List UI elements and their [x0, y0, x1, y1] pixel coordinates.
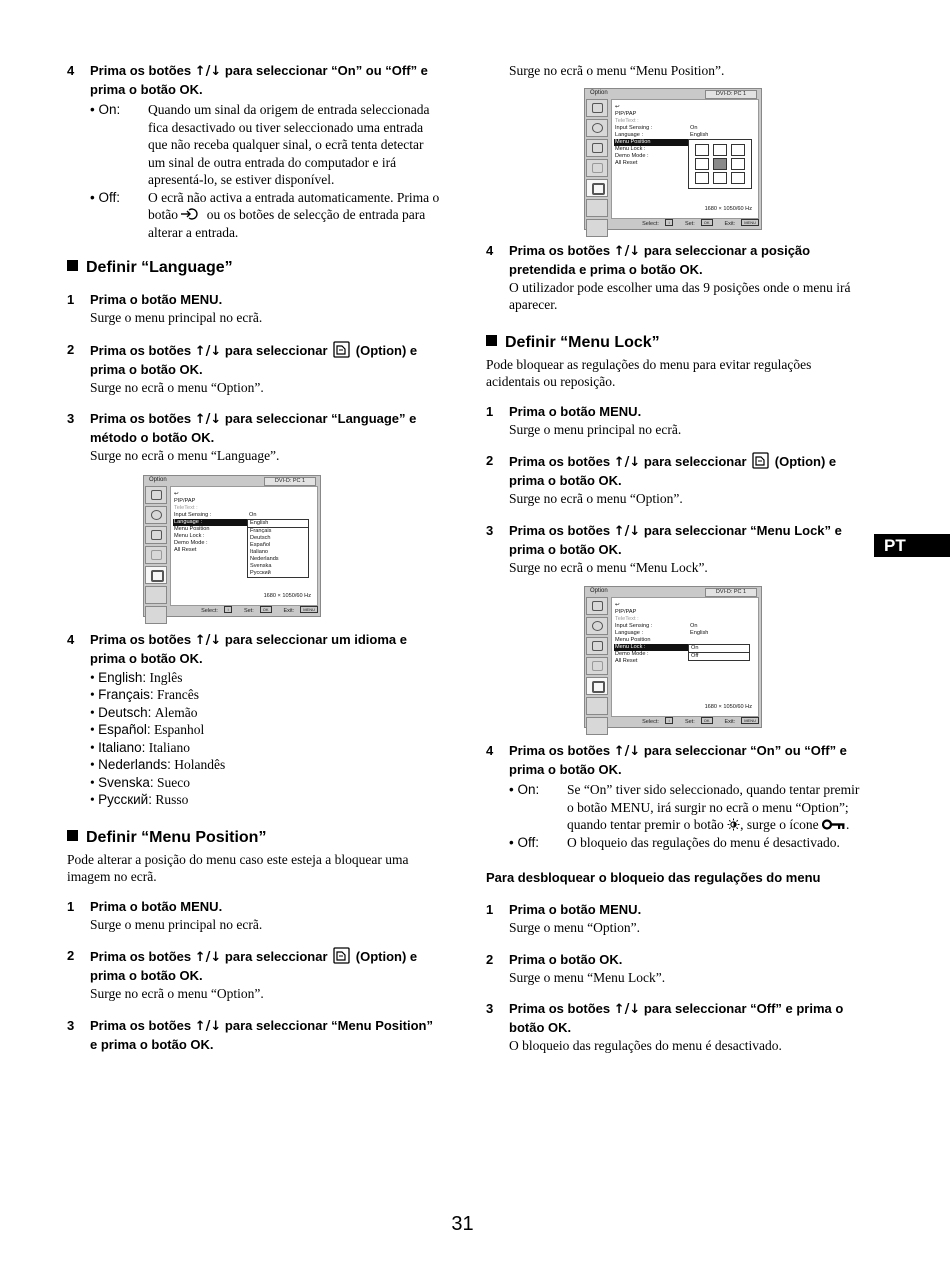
- up-down-arrows-icon: ↑/↓: [194, 343, 222, 359]
- step-heading: Prima o botão OK.: [509, 951, 623, 967]
- osd-item: PIP/PAP: [615, 110, 637, 117]
- menu-lock-step-4: 4 Prima os botões ↑/↓ para seleccionar “On” ou “Off” e prima o botão OK. • On: Se “On” tiver sido seleccionado, quando tentar premir o botão MENU, irá surgir no ecrã o menu “Option”; quando tentar premir o botão , surge o ícone . • Off: O bloqueio das regulações do menu é desactivado.: [486, 743, 860, 850]
- up-down-arrows-icon: ↑/↓: [194, 64, 222, 79]
- page-number: 31: [451, 1213, 474, 1235]
- osd-option-icon: [586, 179, 608, 197]
- term-off: Off:: [98, 189, 120, 205]
- osd-item: Menu Lock :: [615, 145, 646, 152]
- up-down-arrows-icon: ↑/↓: [194, 412, 222, 427]
- term-on: On:: [517, 782, 540, 797]
- step-number: 3: [486, 1001, 494, 1016]
- osd-back-icon: ↩: [174, 490, 179, 497]
- desc-on: Se “On” tiver sido seleccionado, quando tentar premir o botão MENU, irá surgir no ecrã o menu “Option”; quando tentar premir o botão , surge o ícone .: [567, 782, 860, 832]
- unlock-subheading: Para desbloquear o bloqueio das regulações do menu: [486, 870, 821, 885]
- osd-item: PIP/PAP: [174, 497, 196, 504]
- osd-blank-slot: [586, 219, 608, 237]
- step-number: 1: [67, 898, 75, 914]
- option-menu-icon: [752, 452, 769, 469]
- osd-item-selected: Menu Lock :: [614, 644, 689, 651]
- osd-menu-panel: [611, 99, 759, 219]
- step-number: 4: [67, 63, 75, 78]
- language-step-2: 2 Prima os botões ↑/↓ para seleccionar (Option) e prima o botão OK. Surge no ecrã o menu “Option”.: [67, 341, 442, 397]
- osd-resolution: 1680 × 1050/60 Hz: [704, 205, 752, 212]
- osd-title: Option: [149, 476, 167, 483]
- osd-item: All Reset: [615, 159, 638, 166]
- osd-back-icon: ↩: [615, 602, 620, 608]
- osd-option: Русский: [250, 569, 271, 576]
- square-bullet-icon: [67, 260, 78, 271]
- menu-lock-step-3: 3 Prima os botões ↑/↓ para seleccionar “Menu Lock” e prima o botão OK. Surge no ecrã o menu “Menu Lock”.: [486, 522, 861, 577]
- osd-screen-icon: [586, 119, 608, 137]
- osd-blank-slot: [145, 606, 167, 624]
- square-bullet-icon: [67, 830, 78, 841]
- osd-value: On: [690, 124, 698, 131]
- osd-input-label: DVI-D: PC 1: [264, 477, 316, 486]
- language-step-4: 4 Prima os botões ↑/↓ para seleccionar um idioma e prima o botão OK. • English: Inglês • Français: Francês • Deutsch: Alemão • Español: Espanhol • Italiano: Italiano • Nederlands: Holandês • Svenska: Sueco • Русский: Russo: [67, 631, 442, 809]
- step-heading: Prima o botão MENU.: [509, 902, 642, 917]
- osd-option: English: [248, 520, 308, 528]
- up-down-arrows-icon: ↑/↓: [194, 632, 222, 648]
- osd-resolution: 1680 × 1050/60 Hz: [704, 704, 752, 710]
- section-title-menu-lock: Definir “Menu Lock”: [486, 332, 861, 354]
- option-menu-icon: [333, 341, 350, 358]
- osd-picture-icon: [586, 99, 608, 117]
- key-lock-icon: [822, 819, 846, 830]
- osd-item: Menu Position: [174, 525, 210, 532]
- step-body: Surge o menu principal no ecrã.: [90, 916, 263, 932]
- position-cell: [695, 144, 709, 156]
- osd-picture-icon: [145, 486, 167, 504]
- step-body: Surge no ecrã o menu “Menu Position”.: [509, 63, 725, 78]
- menu-lock-step-1: [486, 403, 861, 439]
- step-body: Surge no ecrã o menu “Option”.: [90, 986, 264, 1001]
- step-number: 3: [67, 1017, 75, 1033]
- language-step-3: 3 Prima os botões ↑/↓ para seleccionar “Language” e método o botão OK. Surge no ecrã o menu “Language”.: [67, 410, 442, 465]
- osd-color-icon: [586, 637, 608, 655]
- step-number: 2: [486, 453, 494, 468]
- definition-on: • On: Quando um sinal da origem de entrada seleccionada fica desactivado ou tiver seleccionado uma entrada que não receba qualquer sinal, o ecrã tenta detectar um sinal de outra entrada do computador e irá apresentá-lo, se estiver disponível.: [90, 101, 442, 189]
- step-heading: Prima o botão MENU.: [90, 292, 223, 307]
- step-heading: Prima os botões: [90, 949, 195, 964]
- step-body: Surge o menu “Menu Lock”.: [509, 969, 666, 985]
- up-down-arrows-icon: ↑/↓: [613, 243, 641, 259]
- osd-value: English: [690, 131, 709, 138]
- desc-off: O ecrã não activa a entrada automaticamente. Prima o botão ou os botões de selecção de entrada para alterar a entrada.: [148, 189, 440, 240]
- osd-option-icon: [586, 677, 608, 695]
- osd-color-icon: [586, 139, 608, 157]
- osd-blank-slot: [586, 199, 608, 217]
- osd-title: Option: [590, 588, 608, 594]
- definition-off: • Off: O ecrã não activa a entrada automaticamente. Prima o botão ou os botões de selecção de entrada para alterar a entrada.: [90, 189, 442, 242]
- osd-value: English: [690, 630, 709, 636]
- step-heading: Prima os botões: [90, 342, 195, 358]
- section-description: Pode bloquear as regulações do menu para evitar regulações acidentais ou reposição.: [486, 356, 812, 389]
- osd-item: Language :: [615, 131, 643, 138]
- lock-on-off-definitions: [509, 781, 861, 851]
- osd-blank-slot: [586, 717, 608, 735]
- osd-item: Input Sensing :: [615, 124, 653, 131]
- language-list-item: • Español: Espanhol: [90, 722, 205, 737]
- osd-menu-panel: [170, 486, 318, 606]
- term-on: On:: [98, 102, 121, 117]
- osd-option: Off: [691, 653, 699, 659]
- osd-input-label: DVI-D: PC 1: [705, 90, 757, 99]
- up-down-arrows-icon: ↑/↓: [613, 744, 641, 759]
- osd-sound-icon: [586, 159, 608, 177]
- definition-on: • On: Se “On” tiver sido seleccionado, quando tentar premir o botão MENU, irá surgir no ecrã o menu “Option”; quando tentar premir o botão , surge o ícone .: [509, 782, 860, 832]
- step-number: 4: [67, 631, 75, 647]
- step-body: Surge no ecrã o menu “Language”.: [90, 448, 280, 463]
- menu-position-continued: [486, 62, 861, 80]
- step-number: 3: [67, 411, 75, 426]
- up-down-arrows-icon: ↑/↓: [613, 455, 641, 470]
- osd-option: Français: [250, 527, 272, 534]
- step-heading: Prima os botões: [509, 743, 614, 758]
- definition-off: • Off: O bloqueio das regulações do menu é desactivado.: [509, 834, 861, 852]
- position-cell-selected: [713, 158, 727, 170]
- osd-picture-icon: [586, 597, 608, 615]
- step-number: 2: [486, 951, 494, 967]
- osd-option: Deutsch: [250, 534, 271, 541]
- up-down-arrows-icon: ↑/↓: [194, 1018, 222, 1034]
- osd-item: Input Sensing :: [174, 511, 212, 518]
- osd-menu-position-screenshot: [584, 88, 762, 230]
- menu-lock-step-2: 2 Prima os botões ↑/↓ para seleccionar (Option) e prima o botão OK. Surge no ecrã o menu “Option”.: [486, 452, 861, 508]
- step-heading: Prima os botões: [509, 454, 614, 469]
- osd-option: On: [689, 645, 749, 653]
- language-list-item: • Italiano: Italiano: [90, 739, 191, 755]
- osd-value: On: [690, 623, 698, 629]
- osd-item: Demo Mode :: [615, 651, 649, 657]
- menu-position-step-4: 4 Prima os botões ↑/↓ para seleccionar a posição pretendida e prima o botão OK. O utilizador pode escolher uma das 9 posições onde o menu irá aparecer.: [486, 242, 861, 314]
- step-body: O utilizador pode escolher uma das 9 posições onde o menu irá aparecer.: [509, 279, 851, 312]
- step-number: 1: [486, 403, 494, 419]
- osd-item-selected: Menu Position: [614, 139, 689, 146]
- input-button-icon: [181, 208, 203, 220]
- language-list: [90, 669, 442, 809]
- step-heading: Prima os botões: [509, 1001, 614, 1016]
- osd-input-label: DVI-D: PC 1: [705, 588, 757, 597]
- step-heading-cont: para seleccionar “On” ou “Off” e prima o botão OK.: [90, 63, 428, 97]
- osd-language-dropdown: [247, 519, 309, 578]
- osd-option: Nederlands: [250, 555, 279, 562]
- osd-title: Option: [590, 89, 608, 96]
- osd-resolution: 1680 × 1050/60 Hz: [263, 592, 311, 599]
- step-heading: Prima o botão MENU.: [90, 898, 223, 914]
- step-heading: Prima os botões: [509, 522, 614, 538]
- input-sensing-step-4: [67, 62, 442, 241]
- osd-item: Language :: [615, 630, 643, 636]
- osd-screen-icon: [145, 506, 167, 524]
- step-body: Surge no ecrã o menu “Option”.: [90, 379, 264, 395]
- osd-blank-slot: [145, 586, 167, 604]
- step-heading: Prima o botão MENU.: [509, 403, 642, 419]
- osd-sidebar: [586, 99, 608, 239]
- osd-item: Menu Position: [615, 637, 651, 643]
- language-step-1: [67, 291, 442, 327]
- brightness-icon: [727, 818, 740, 831]
- osd-sound-icon: [145, 546, 167, 564]
- up-down-arrows-icon: ↑/↓: [613, 523, 641, 539]
- language-side-tab: PT: [874, 534, 950, 557]
- osd-item: Demo Mode :: [615, 152, 649, 159]
- step-body: Surge o menu “Option”.: [509, 920, 640, 935]
- osd-color-icon: [145, 526, 167, 544]
- desc-off: O bloqueio das regulações do menu é desactivado.: [567, 834, 840, 850]
- unlock-step-2: [486, 951, 861, 987]
- desc-on: Quando um sinal da origem de entrada seleccionada fica desactivado ou tiver seleccionado uma entrada que não receba qualquer sinal, o ecrã tenta detectar um sinal de outra entrada do computador e irá apresentá-lo, se estiver disponível.: [148, 102, 430, 187]
- menu-position-step-3: 3 Prima os botões ↑/↓ para seleccionar “Menu Position” e prima o botão OK.: [67, 1017, 433, 1052]
- option-menu-icon: [333, 947, 350, 964]
- osd-item: TeleText :: [615, 616, 639, 622]
- up-down-arrows-icon: ↑/↓: [613, 1002, 641, 1017]
- osd-screen-icon: [586, 617, 608, 635]
- osd-option: Español: [250, 541, 271, 548]
- osd-item: Demo Mode :: [174, 539, 208, 546]
- step-body: Surge no ecrã o menu “Menu Lock”.: [509, 559, 708, 575]
- osd-menu-panel: [611, 597, 759, 717]
- osd-item: Menu Lock :: [174, 532, 205, 539]
- osd-lock-dropdown: [688, 644, 750, 661]
- step-body: Surge o menu principal no ecrã.: [90, 310, 263, 325]
- position-cell: [695, 172, 709, 184]
- right-column: [486, 62, 861, 1055]
- osd-value: On: [249, 511, 257, 518]
- position-cell: [731, 158, 745, 170]
- on-off-definitions: [90, 101, 442, 241]
- osd-item: All Reset: [615, 658, 638, 664]
- unlock-step-3: 3 Prima os botões ↑/↓ para seleccionar “Off” e prima o botão OK. O bloqueio das regulações do menu é desactivado.: [486, 1000, 861, 1055]
- step-heading: Prima os botões: [90, 411, 195, 426]
- left-column: [67, 62, 442, 1054]
- step-number: 2: [67, 948, 75, 963]
- language-list-item: • Français: Francês: [90, 687, 199, 702]
- step-number: 4: [486, 242, 494, 258]
- step-heading: Prima os botões: [90, 1017, 195, 1033]
- language-list-item: • English: Inglês: [90, 669, 183, 685]
- osd-option: Svenska: [250, 562, 272, 569]
- step-body: Surge no ecrã o menu “Option”.: [509, 491, 683, 506]
- osd-item: TeleText :: [174, 504, 198, 511]
- position-cell: [731, 144, 745, 156]
- step-number: 1: [486, 902, 494, 917]
- osd-option-icon: [145, 566, 167, 584]
- term-off: Off:: [517, 834, 539, 850]
- step-number: 2: [67, 341, 75, 357]
- position-cell: [713, 144, 727, 156]
- osd-position-grid: [688, 139, 752, 189]
- step-heading: Prima os botões: [90, 63, 195, 78]
- language-list-item: • Svenska: Sueco: [90, 774, 191, 790]
- osd-footer: Select: ↕ Set: OK Exit: MENU: [609, 717, 759, 726]
- osd-item: All Reset: [174, 546, 197, 553]
- osd-item: TeleText :: [615, 117, 639, 124]
- step-number: 3: [486, 522, 494, 538]
- position-cell: [731, 172, 745, 184]
- step-heading: Prima os botões: [509, 242, 614, 258]
- osd-language-screenshot: [143, 475, 321, 617]
- step-body: O bloqueio das regulações do menu é desactivado.: [509, 1038, 782, 1053]
- section-description: Pode alterar a posição do menu caso este esteja a bloquear uma imagem no ecrã.: [67, 851, 409, 884]
- osd-item-selected: Language :: [173, 519, 248, 526]
- menu-position-step-2: 2 Prima os botões ↑/↓ para seleccionar (Option) e prima o botão OK. Surge no ecrã o menu “Option”.: [67, 947, 442, 1003]
- osd-back-icon: ↩: [615, 103, 620, 110]
- osd-item: PIP/PAP: [615, 609, 637, 615]
- osd-option: Italiano: [250, 548, 269, 555]
- step-number: 1: [67, 292, 75, 307]
- position-cell: [695, 158, 709, 170]
- position-cell: [713, 172, 727, 184]
- section-title-menu-position: Definir “Menu Position”: [67, 827, 442, 849]
- osd-sidebar: [145, 486, 167, 626]
- step-body: Surge o menu principal no ecrã.: [509, 421, 682, 437]
- language-list-item: • Русский: Russo: [90, 792, 189, 807]
- language-list-item: • Nederlands: Holandês: [90, 757, 226, 772]
- osd-blank-slot: [586, 697, 608, 715]
- osd-menu-lock-screenshot: [584, 586, 762, 728]
- language-list-item: • Deutsch: Alemão: [90, 704, 198, 720]
- menu-position-step-1: [67, 898, 442, 934]
- osd-sidebar: [586, 597, 608, 737]
- unlock-step-1: [486, 901, 861, 937]
- osd-footer: Select: ↕ Set: OK Exit: MENU: [609, 219, 759, 228]
- osd-item: Input Sensing :: [615, 623, 653, 629]
- osd-sound-icon: [586, 657, 608, 675]
- section-title-language: Definir “Language”: [67, 257, 442, 279]
- square-bullet-icon: [486, 335, 497, 346]
- step-number: 4: [486, 743, 494, 758]
- up-down-arrows-icon: ↑/↓: [194, 950, 222, 965]
- step-heading: Prima os botões: [90, 631, 195, 647]
- osd-footer: Select: ↕ Set: OK Exit: MENU: [168, 606, 318, 615]
